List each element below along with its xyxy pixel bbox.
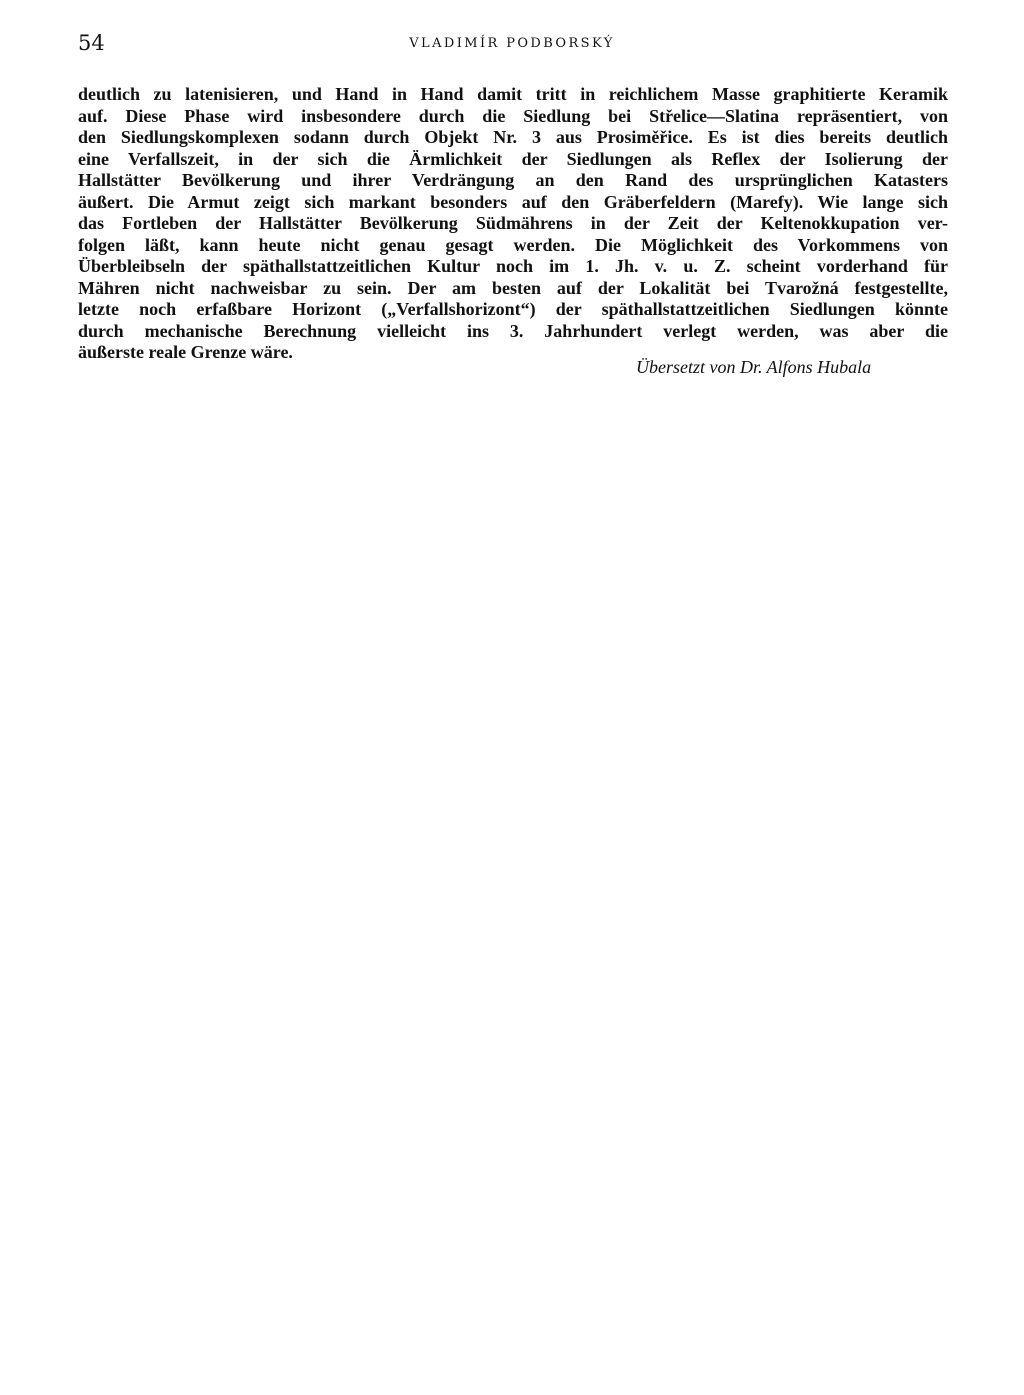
text-line: auf. Diese Phase wird insbesondere durch die Siedlung bei Střelice—Slatina repräsentiert, von <box>78 105 948 126</box>
translator-credit: Übersetzt von Dr. Alfons Hubala <box>636 357 872 377</box>
text-line: Hallstätter Bevölkerung und ihrer Verdrängung an den Rand des ursprünglichen Katasters <box>78 170 948 190</box>
body-paragraph <box>78 84 948 364</box>
text-line: Mähren nicht nachweisbar zu sein. Der am besten auf der Lokalität bei Tvarožná festgestellte, <box>78 277 948 298</box>
text-line: letzte noch erfaßbare Horizont („Verfallshorizont“) der späthallstattzeitlichen Siedlungen könnte <box>78 299 948 319</box>
text-line: äußerste reale Grenze wäre. <box>78 342 293 362</box>
page-number: 54 <box>78 31 105 55</box>
text-line: durch mechanische Berechnung vielleicht ins 3. Jahrhundert verlegt werden, was aber die <box>78 320 948 341</box>
running-head: VLADIMÍR PODBORSKÝ <box>409 36 615 51</box>
text-line: deutlich zu latenisieren, und Hand in Hand damit tritt in reichlichem Masse graphitierte Keramik <box>78 84 948 104</box>
text-line: Überbleibseln der späthallstattzeitlichen Kultur noch im 1. Jh. v. u. Z. scheint vorderhand für <box>78 256 948 276</box>
text-line: äußert. Die Armut zeigt sich markant besonders auf den Gräberfeldern (Marefy). Wie lange sich <box>78 191 948 212</box>
text-line: eine Verfallszeit, in der sich die Ärmlichkeit der Siedlungen als Reflex der Isolierung der <box>78 148 948 169</box>
text-line: den Siedlungskomplexen sodann durch Objekt Nr. 3 aus Prosiměřice. Es ist dies bereits deutlich <box>78 127 948 147</box>
text-line: folgen läßt, kann heute nicht genau gesagt werden. Die Möglichkeit des Vorkommens von <box>78 234 948 255</box>
text-line: das Fortleben der Hallstätter Bevölkerung Südmährens in der Zeit der Keltenokkupation ver- <box>78 213 948 233</box>
